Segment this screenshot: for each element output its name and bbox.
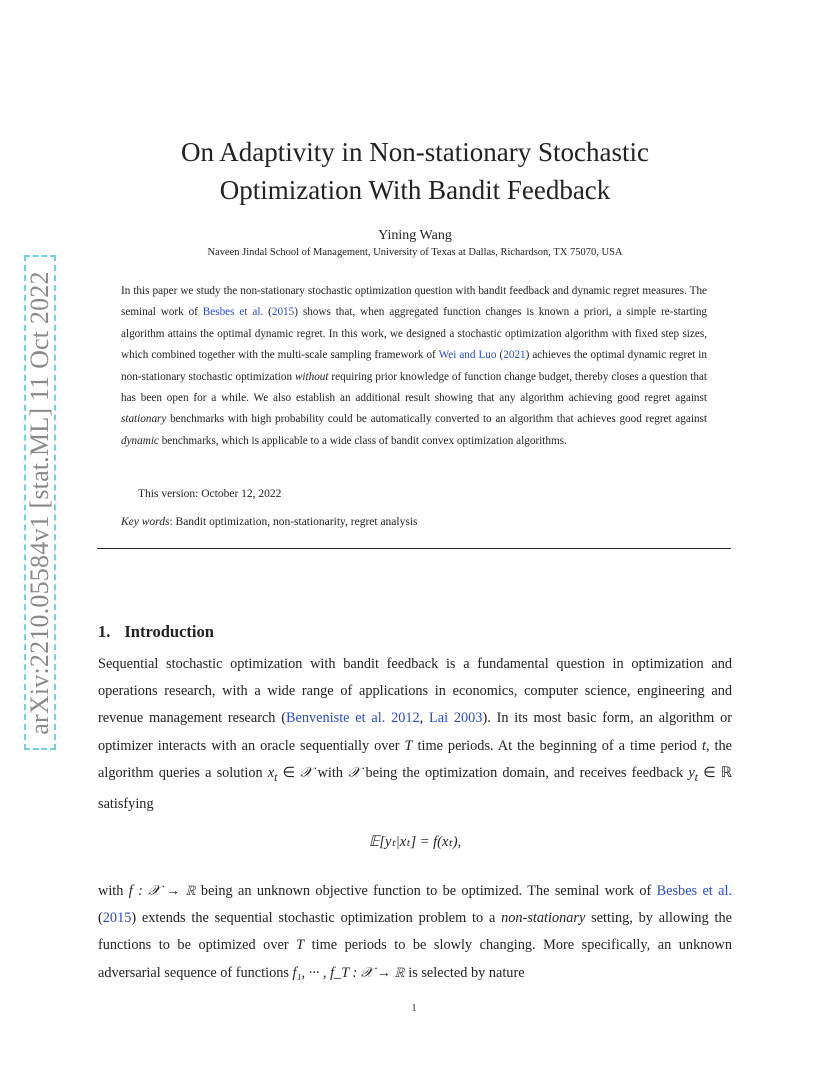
section-title: Introduction [124, 622, 214, 641]
abstract-text: ( [496, 349, 504, 362]
body-text: setting, by allowing the functions to be optimized over [98, 910, 732, 954]
abstract-text: In this paper we study the non-stationary stochastic optimization question with bandit feedback and dynamic regret measures. The seminal work of [121, 285, 707, 319]
emphasis-text: dynamic [121, 434, 159, 447]
math-xt: x [267, 764, 275, 781]
body-text: time periods to be slowly changing. More specifically, an unknown adversarial sequence of functions [98, 937, 732, 981]
body-text: time periods. At the beginning of a time period [412, 737, 702, 754]
body-text: , [419, 710, 430, 727]
math-function-sequence: f₁, ··· , f_T : 𝒳 → ℝ [292, 964, 405, 981]
citation-link-besbes-year[interactable]: 2015 [102, 910, 132, 927]
citation-link-besbes[interactable]: Besbes et al. [656, 883, 732, 899]
math-function: f : 𝒳 → ℝ [128, 883, 196, 899]
arxiv-stamp [24, 255, 56, 750]
math-t: t [701, 737, 706, 754]
body-text: being an unknown objective function to be optimized. The seminal work of [195, 883, 657, 899]
body-text: with [312, 764, 349, 781]
citation-link-lai[interactable]: Lai 2003 [429, 710, 483, 727]
math-subscript: t [694, 769, 698, 784]
body-text: ∈ ℝ satisfying [98, 764, 732, 812]
emphasis-text: without [294, 370, 329, 383]
body-text: ∈ [277, 764, 301, 781]
math-yt: y [688, 764, 695, 781]
author-name: Yining Wang [378, 228, 452, 243]
title-line-2: Optimization With Bandit Feedback [219, 175, 611, 205]
keywords-label: Key words [121, 516, 170, 528]
math-T: T [404, 737, 413, 754]
emphasis-text: non-stationary [501, 910, 586, 927]
body-text: being the optimization domain, and receives feedback [360, 764, 689, 781]
body-text: with [98, 883, 129, 899]
emphasis-text: stationary [121, 413, 167, 426]
citation-link-besbes[interactable]: Besbes et al. [202, 306, 264, 319]
abstract-text: benchmarks with high probability could be automatically converted to an algorithm that achieves good regret against [166, 413, 707, 426]
header-rule [97, 548, 731, 549]
abstract [121, 281, 707, 452]
body-text: , the algorithm queries a solution [98, 737, 732, 781]
arxiv-stamp-text: arXiv:2210.05584v1 [stat.ML] 11 Oct 2022 [25, 270, 54, 735]
math-T: T [296, 937, 305, 954]
title-line-1: On Adaptivity in Non-stationary Stochastic [181, 137, 649, 167]
section-heading-introduction [98, 622, 214, 642]
abstract-text: ( [263, 306, 272, 319]
body-text: is selected by nature [404, 964, 525, 981]
citation-link-besbes-year[interactable]: 2015 [271, 306, 295, 319]
author-affiliation: Naveen Jindal School of Management, University of Texas at Dallas, Richardson, TX 75070, USA [207, 247, 623, 258]
body-text: ) extends the sequential stochastic optimization problem to a [131, 910, 502, 927]
math-domain: 𝒳 [348, 764, 361, 781]
page-number: 1 [411, 1003, 417, 1014]
display-equation: 𝔼[yₜ|xₜ] = f(xₜ), [368, 834, 462, 850]
abstract-text: requiring prior knowledge of function change budget, thereby closes a question that has been open for a while. We also establish an additional result showing that any algorithm achieving good regret against [121, 370, 707, 405]
body-text: ( [98, 910, 103, 927]
citation-link-wei-luo-year[interactable]: 2021 [503, 349, 526, 362]
paper-title [110, 133, 720, 209]
citation-link-wei-luo[interactable]: Wei and Luo [438, 349, 497, 362]
abstract-text: ) shows that, when aggregated function changes is known a priori, a simple re-starting algorithm attains the optimal dynamic regret. In this work, we designed a stochastic optimization algorithm with fixed step sizes, which combined together with the multi-scale sampling framework of [121, 306, 708, 362]
keywords [121, 516, 418, 528]
keywords-text: : Bandit optimization, non-stationarity, regret analysis [169, 516, 418, 528]
math-subscript: t [274, 769, 278, 784]
body-paragraph [98, 878, 732, 987]
section-number: 1. [98, 622, 111, 641]
abstract-text: benchmarks, which is applicable to a wide class of bandit convex optimization algorithms. [158, 434, 567, 447]
intro-paragraph [98, 651, 732, 818]
body-text: Sequential stochastic optimization with bandit feedback is a fundamental question in optimization and operations research, with a wide range of applications in economics, computer science, engineering and revenue management research ( [98, 656, 732, 727]
abstract-text: ) achieves the optimal dynamic regret in non-stationary stochastic optimization [121, 349, 707, 383]
citation-link-benveniste[interactable]: Benveniste et al. 2012 [286, 710, 420, 727]
math-domain: 𝒳 [300, 764, 313, 781]
body-text: ). In its most basic form, an algorithm or optimizer interacts with an oracle sequentially over [98, 710, 732, 754]
version-date: This version: October 12, 2022 [138, 488, 282, 500]
